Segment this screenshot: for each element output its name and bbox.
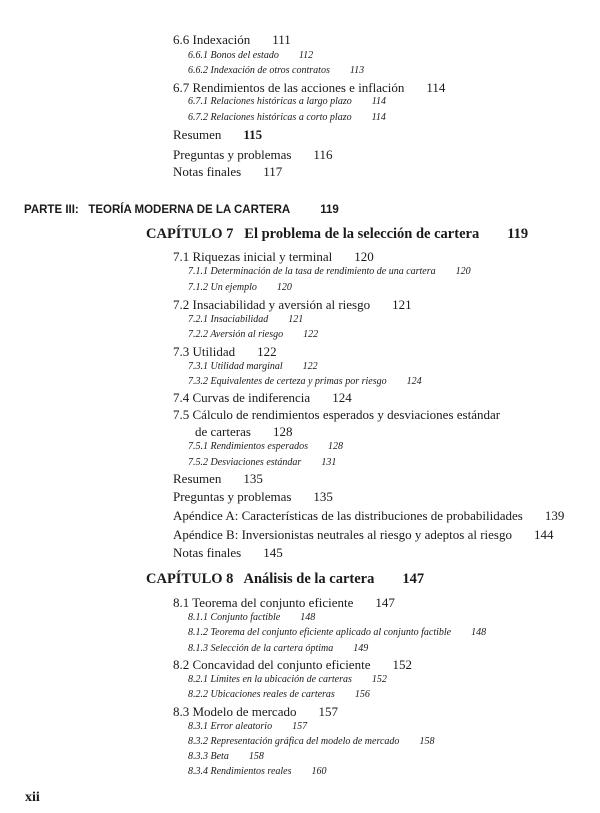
toc-subentry [188,458,336,468]
entry-title: de carteras [195,424,251,439]
toc-entry [173,391,352,404]
entry-page: 128 [272,424,293,439]
entry-page: 157 [318,704,338,719]
toc-subentry [188,66,364,76]
entry-page: 122 [302,361,318,372]
entry-page: 116 [313,147,333,162]
entry-page: 120 [354,249,374,264]
entry-title: Notas finales [173,164,242,179]
entry-title: Apéndice A: Características de las distribuciones de probabilidades [173,508,523,523]
toc-entry [173,81,445,94]
toc-subentry [188,51,313,61]
entry-title: PARTE III: TEORÍA MODERNA DE LA CARTERA [24,204,291,216]
entry-title: 6.7.1 Relaciones históricas a largo plazo [188,96,352,107]
entry-title: 6.7 Rendimientos de las acciones e inflación [173,80,405,95]
toc-entry [173,658,412,671]
entry-title: 8.3.3 Beta [188,751,229,762]
toc-entry [173,490,333,503]
toc-entry [173,148,332,161]
entry-title: 7.3 Utilidad [173,344,236,359]
toc-entry [173,528,554,541]
entry-title: 8.2.1 Límites en la ubicación de carteras [188,674,352,685]
entry-title: 8.2.2 Ubicaciones reales de carteras [188,689,335,700]
entry-title: Preguntas y problemas [173,147,292,162]
entry-page: 114 [371,112,386,123]
entry-page: 119 [507,226,529,242]
entry-title: Resumen [173,127,222,142]
entry-page: 158 [248,751,264,762]
entry-page: 135 [313,489,333,504]
entry-page: 149 [353,643,369,654]
entry-title: 7.1 Riquezas inicial y terminal [173,249,333,264]
entry-title: 7.1.2 Un ejemplo [188,282,257,293]
toc-entry [173,128,262,141]
entry-title: 8.1.2 Teorema del conjunto eficiente aplicado al conjunto factible [188,627,452,638]
entry-page: 148 [471,627,487,638]
toc-entry [173,596,395,609]
toc-subentry [188,737,434,747]
entry-page: 152 [371,674,387,685]
entry-title: Preguntas y problemas [173,489,292,504]
entry-title: 8.3 Modelo de mercado [173,704,297,719]
entry-page: 160 [311,766,327,777]
entry-title: 7.1.1 Determinación de la tasa de rendimiento de una cartera [188,266,436,277]
toc-entry [173,345,277,358]
entry-page: 112 [298,50,314,61]
entry-page: 122 [257,344,277,359]
entry-page: 124 [332,390,352,405]
toc-entry [173,509,564,522]
entry-title: 6.6.1 Bonos del estado [188,50,279,61]
entry-page: 120 [276,282,292,293]
toc-subentry [188,113,386,123]
entry-title: CAPÍTULO 7 El problema de la selección de cartera [146,226,480,242]
entry-page: 111 [272,32,291,47]
entry-title: 8.1.3 Selección de la cartera óptima [188,643,334,654]
entry-title: CAPÍTULO 8 Análisis de la cartera [146,571,375,587]
entry-title: 7.5.1 Rendimientos esperados [188,441,308,452]
entry-title: 8.2 Concavidad del conjunto eficiente [173,657,371,672]
entry-title: 7.2 Insaciabilidad y aversión al riesgo [173,297,371,312]
toc-subentry [188,644,368,654]
entry-page: 115 [243,127,263,142]
entry-title: 8.3.2 Representación gráfica del modelo de mercado [188,736,400,747]
entry-page: 124 [406,376,422,387]
entry-page: 113 [349,65,365,76]
toc-subentry [188,767,327,777]
entry-page: 119 [320,204,339,216]
entry-title: 6.7.2 Relaciones históricas a corto plazo [188,112,352,123]
entry-title: 7.3.1 Utilidad marginal [188,361,283,372]
entry-page: 117 [263,164,283,179]
toc-entry [173,250,374,263]
page-number: xii [25,790,40,805]
entry-page: 128 [328,441,343,452]
entry-page: 120 [455,266,471,277]
chapter-heading [146,572,424,587]
toc-subentry [188,752,264,762]
entry-page: 156 [354,689,370,700]
entry-page: 114 [426,80,446,95]
chapter-heading [146,227,528,242]
entry-title: 7.4 Curvas de indiferencia [173,390,311,405]
entry-title: 7.3.2 Equivalentes de certeza y primas por riesgo [188,376,387,387]
entry-title: Apéndice B: Inversionistas neutrales al riesgo y adeptos al riesgo [173,527,512,542]
toc-entry [173,298,412,311]
entry-page: 147 [375,595,395,610]
toc-subentry [188,628,486,638]
entry-page: 148 [300,612,316,623]
entry-title: 7.2.2 Aversión al riesgo [188,329,284,340]
toc-subentry [188,315,303,325]
entry-page: 131 [321,457,337,468]
entry-page: 145 [263,545,283,560]
toc-subentry [188,283,292,293]
entry-title: Notas finales [173,545,242,560]
entry-page: 139 [544,508,565,523]
toc-entry-continuation [195,425,292,438]
toc-subentry [188,442,343,452]
toc-entry [173,33,291,46]
toc-subentry [188,613,315,623]
part-heading [24,205,339,217]
entry-title: 8.1.1 Conjunto factible [188,612,281,623]
entry-title: 7.5.2 Desviaciones estándar [188,457,302,468]
toc-subentry [188,267,471,277]
toc-subentry [188,722,307,732]
toc-entry [173,408,500,421]
toc-entry [173,546,283,559]
toc-subentry [188,330,318,340]
entry-page: 121 [288,314,304,325]
toc-subentry [188,362,318,372]
entry-page: 135 [243,471,263,486]
entry-title: 6.6.2 Indexación de otros contratos [188,65,330,76]
entry-title: 8.3.1 Error aleatorio [188,721,273,732]
entry-title: 7.5 Cálculo de rendimientos esperados y desviaciones estándar [173,407,501,422]
entry-page: 121 [392,297,412,312]
entry-page: 157 [292,721,308,732]
entry-page: 147 [402,571,425,587]
entry-title: 8.1 Teorema del conjunto eficiente [173,595,354,610]
entry-page: 114 [371,96,387,107]
entry-title: 7.2.1 Insaciabilidad [188,314,269,325]
entry-title: Resumen [173,471,222,486]
entry-page: 158 [419,736,435,747]
entry-page: 144 [534,527,554,542]
entry-page: 122 [303,329,319,340]
toc-subentry [188,690,370,700]
toc-entry [173,472,263,485]
entry-page: 152 [392,657,412,672]
toc-entry [173,165,282,178]
toc-subentry [188,675,387,685]
entry-title: 8.3.4 Rendimientos reales [188,766,292,777]
entry-title: 6.6 Indexación [173,32,251,47]
toc-subentry [188,97,386,107]
toc-entry [173,705,338,718]
toc-subentry [188,377,422,387]
